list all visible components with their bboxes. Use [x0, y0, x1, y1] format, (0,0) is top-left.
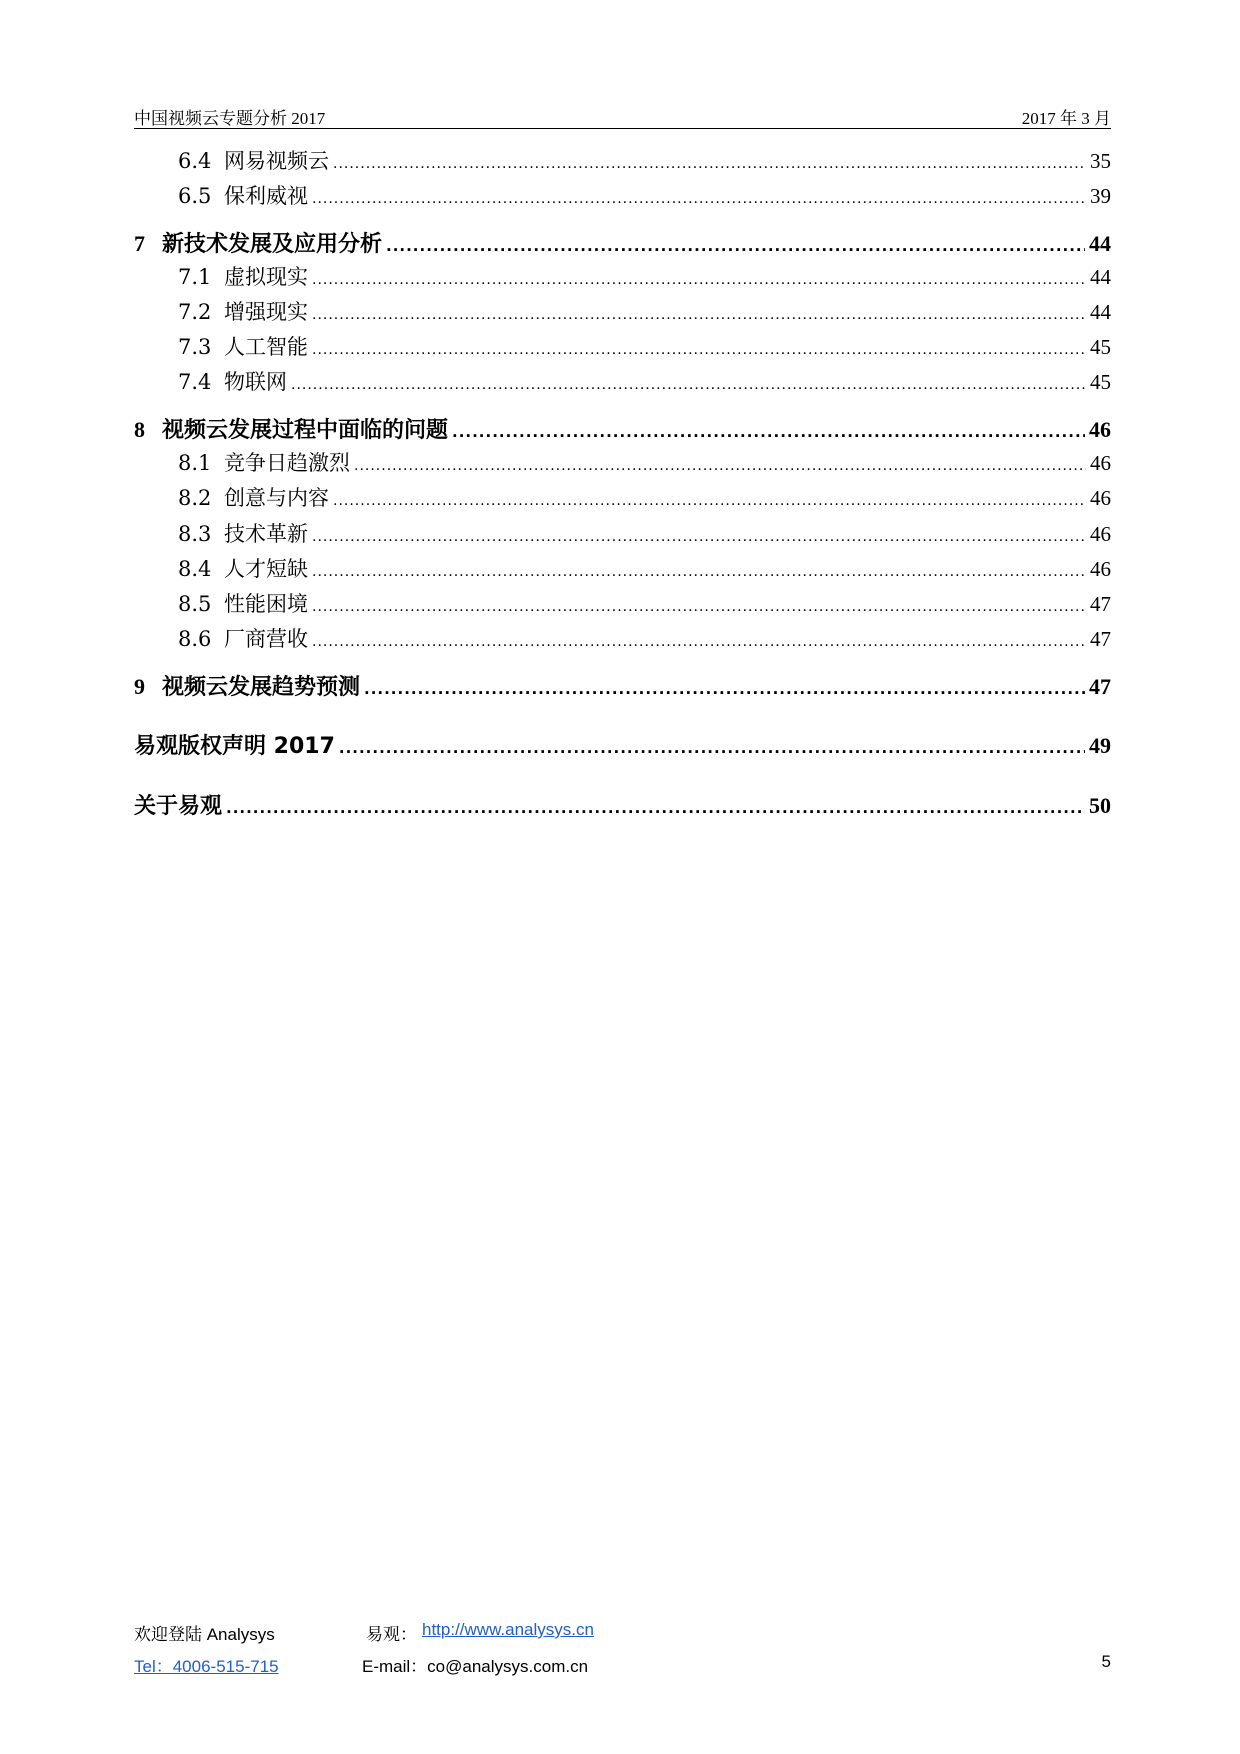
toc-leader-dots [364, 680, 1085, 698]
toc-entry-page: 46 [1090, 486, 1111, 510]
toc-leader-dots [312, 342, 1086, 358]
toc-entry-page: 39 [1090, 184, 1111, 208]
toc-leader-dots [312, 272, 1086, 288]
toc-entry[interactable] [134, 331, 1111, 361]
footer-tel-link[interactable]: Tel：4006-515-715 [134, 1657, 279, 1676]
toc-chapter-page: 44 [1089, 231, 1111, 256]
toc-leader-dots [312, 599, 1086, 615]
toc-chapter[interactable] [134, 227, 1111, 258]
toc-entry-page: 46 [1090, 522, 1111, 546]
toc-chapter-title: 新技术发展及应用分析 [162, 232, 383, 257]
footer-site-link[interactable]: http://www.analysys.cn [422, 1620, 594, 1639]
footer-welcome: 欢迎登陆 Analysys [134, 1625, 275, 1644]
toc-leader-dots [333, 156, 1086, 172]
toc-entry[interactable] [134, 447, 1111, 477]
toc-chapter-page: 47 [1089, 674, 1111, 699]
toc-entry-page: 47 [1090, 627, 1111, 651]
toc-entry[interactable] [134, 553, 1111, 583]
toc-entry[interactable] [134, 180, 1111, 210]
toc-leader-dots [312, 307, 1086, 323]
toc-chapter-page: 49 [1089, 733, 1111, 758]
toc-entry-number: 8.3 [178, 522, 212, 546]
toc-leader-dots [312, 564, 1086, 580]
toc-leader-dots [226, 799, 1085, 817]
page-number: 5 [1101, 1652, 1111, 1671]
toc-entry[interactable] [134, 366, 1111, 396]
toc-chapter[interactable] [134, 670, 1111, 701]
toc-chapter-title: 视频云发展趋势预测 [162, 675, 361, 700]
toc-entry-title: 人工智能 [224, 335, 308, 359]
toc-entry[interactable] [134, 145, 1111, 175]
toc-entry-number: 8.2 [178, 486, 212, 510]
toc-entry-number: 8.1 [178, 451, 212, 475]
footer-email: E-mail：co@analysys.com.cn [362, 1657, 589, 1676]
toc-entry[interactable] [134, 296, 1111, 326]
toc-entry[interactable] [134, 588, 1111, 618]
toc-entry-title: 网易视频云 [224, 149, 329, 173]
toc-entry-title: 人才短缺 [224, 557, 308, 581]
footer-site-label: 易观： [366, 1625, 417, 1644]
toc-entry[interactable] [134, 482, 1111, 512]
toc-chapter-title: 视频云发展过程中面临的问题 [162, 418, 449, 443]
toc-leader-dots [452, 423, 1085, 441]
toc-leader-dots [386, 237, 1085, 255]
toc-chapter-number: 7 [134, 231, 145, 256]
toc-chapter-page: 46 [1089, 417, 1111, 442]
toc-leader-dots [312, 634, 1086, 650]
toc-entry-title: 虚拟现实 [224, 265, 308, 289]
toc-entry-title: 厂商营收 [224, 627, 308, 651]
toc-entry-page: 35 [1090, 149, 1111, 173]
toc-entry-number: 7.2 [178, 300, 212, 324]
toc-entry-page: 45 [1090, 370, 1111, 394]
toc-chapter-title: 易观版权声明 2017 [134, 734, 335, 759]
toc-entry-title: 竞争日趋激烈 [224, 451, 350, 475]
toc-entry-number: 6.5 [178, 184, 212, 208]
toc-chapter-title: 关于易观 [134, 794, 223, 819]
toc-entry-title: 性能困境 [224, 592, 308, 616]
toc-chapter[interactable] [134, 729, 1111, 760]
toc-entry-page: 45 [1090, 335, 1111, 359]
toc-entry-title: 保利威视 [224, 184, 308, 208]
toc-leader-dots [312, 529, 1086, 545]
toc-entry-page: 47 [1090, 592, 1111, 616]
toc-leader-dots [354, 458, 1086, 474]
toc-entry[interactable] [134, 518, 1111, 548]
toc-entry-number: 8.4 [178, 557, 212, 581]
toc-entry-number: 8.5 [178, 592, 212, 616]
toc-entry-page: 44 [1090, 300, 1111, 324]
page-header [134, 100, 1111, 129]
toc-entry-number: 6.4 [178, 149, 212, 173]
toc-leader-dots [333, 493, 1086, 509]
toc-chapter[interactable] [134, 413, 1111, 444]
toc-leader-dots [291, 377, 1086, 393]
toc-leader-dots [339, 739, 1085, 757]
toc-entry-number: 7.4 [178, 370, 212, 394]
toc-entry-number: 7.1 [178, 265, 212, 289]
report-title: 中国视频云专题分析 2017 [134, 109, 326, 128]
toc-entry-number: 7.3 [178, 335, 212, 359]
toc-entry-page: 46 [1090, 557, 1111, 581]
toc-chapter-number: 8 [134, 417, 145, 442]
toc-entry[interactable] [134, 261, 1111, 291]
toc-chapter-number: 9 [134, 674, 145, 699]
toc-chapter[interactable] [134, 789, 1111, 820]
toc-entry-title: 创意与内容 [224, 486, 329, 510]
report-date: 2017 年 3 月 [1021, 109, 1111, 128]
toc-entry[interactable] [134, 623, 1111, 653]
toc-entry-title: 技术革新 [224, 522, 308, 546]
toc-entry-title: 物联网 [224, 370, 287, 394]
toc-leader-dots [312, 191, 1086, 207]
toc-entry-page: 44 [1090, 265, 1111, 289]
toc-chapter-page: 50 [1089, 793, 1111, 818]
toc-entry-page: 46 [1090, 451, 1111, 475]
toc-entry-number: 8.6 [178, 627, 212, 651]
toc-entry-title: 增强现实 [224, 300, 308, 324]
